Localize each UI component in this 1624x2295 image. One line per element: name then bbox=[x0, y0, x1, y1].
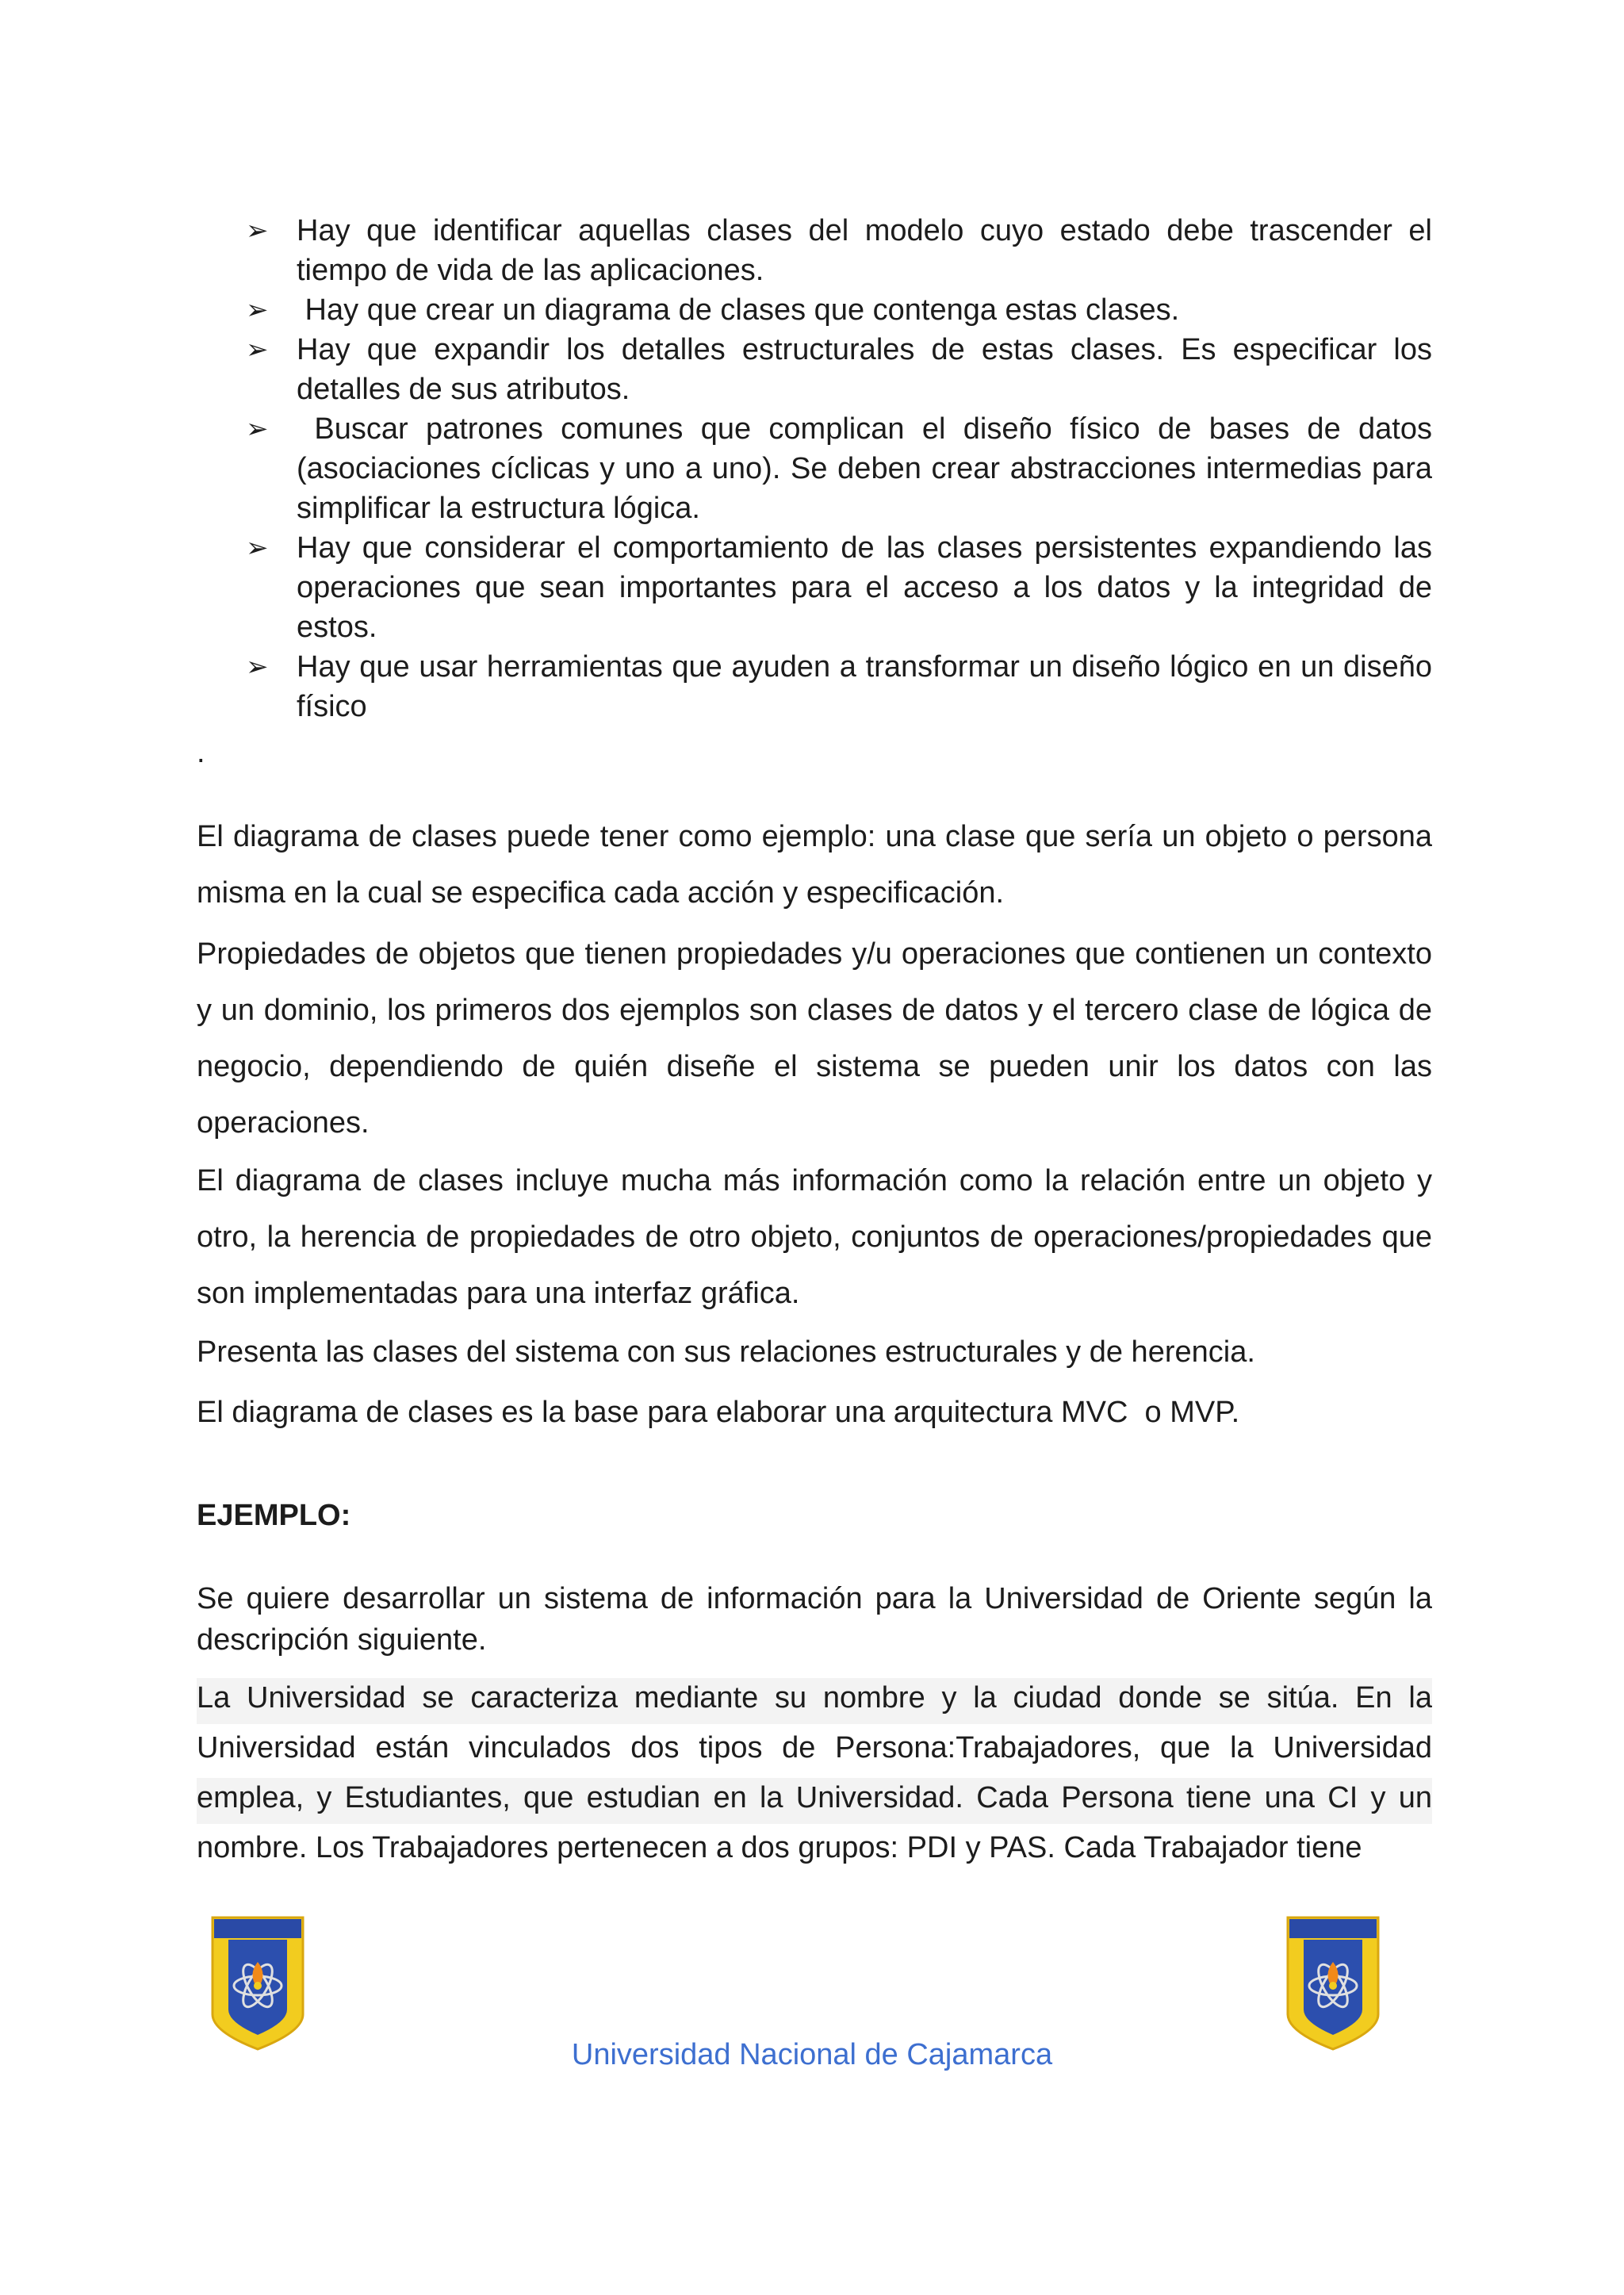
bullet-item bbox=[246, 528, 1432, 647]
footer-university-name: Universidad Nacional de Cajamarca bbox=[571, 2038, 1053, 2071]
bullet-item bbox=[246, 647, 1432, 726]
university-seal-icon bbox=[1281, 1913, 1385, 2054]
bullet-text: Hay que identificar aquellas clases del modelo cuyo estado debe trascender el tiempo de vida de las aplicaciones. bbox=[297, 214, 1432, 287]
arrow-bullet-icon: ➢ bbox=[246, 334, 269, 366]
paragraph-text: Presenta las clases del sistema con sus relaciones estructurales y de herencia. bbox=[197, 1335, 1255, 1369]
bullet-list bbox=[246, 211, 1441, 726]
university-seal-icon bbox=[206, 1913, 309, 2054]
bullet-item bbox=[246, 290, 1432, 330]
paragraph-text: Propiedades de objetos que tienen propiedades y/u operaciones que contienen un contexto y un dominio, los primeros dos ejemplos son clases de datos y el tercero clase de lógica de negocio, dependiendo de quién diseñe el sistema se pueden unir los datos con las operaciones. bbox=[197, 937, 1432, 1140]
paragraph-1 bbox=[197, 809, 1432, 921]
paragraph-5 bbox=[197, 1385, 1432, 1441]
paragraph-text: El diagrama de clases puede tener como ejemplo: una clase que sería un objeto o persona misma en la cual se especifica cada acción y especificación. bbox=[197, 820, 1432, 910]
arrow-bullet-icon: ➢ bbox=[246, 413, 269, 445]
stray-period: . bbox=[197, 736, 205, 769]
bullet-text: Hay que crear un diagrama de clases que contenga estas clases. bbox=[297, 293, 1180, 327]
bullet-item bbox=[246, 330, 1432, 409]
bullet-item bbox=[246, 409, 1441, 528]
intro-paragraph: Se quiere desarrollar un sistema de información para la Universidad de Oriente según la descripción siguiente. bbox=[197, 1582, 1432, 1657]
paragraph-4 bbox=[197, 1324, 1432, 1381]
paragraph-2 bbox=[197, 926, 1432, 1151]
paragraph-text: El diagrama de clases es la base para elaborar una arquitectura MVC o MVP. bbox=[197, 1396, 1240, 1429]
arrow-bullet-icon: ➢ bbox=[246, 532, 269, 564]
arrow-bullet-icon: ➢ bbox=[246, 651, 269, 683]
description-paragraph: La Universidad se caracteriza mediante su nombre y la ciudad donde se sitúa. En la Universidad están vinculados dos tipos de Persona:Trabajadores, que la Universidad emplea, y Estudiantes, que estudian en la Universidad. Cada Persona tiene una CI y un nombre. Los Trabajadores pertenecen a dos grupos: PDI y PAS. Cada Trabajador tiene bbox=[197, 1681, 1432, 1864]
arrow-bullet-icon: ➢ bbox=[246, 215, 269, 247]
bullet-text: Hay que expandir los detalles estructurales de estas clases. Es especificar los detalles de sus atributos. bbox=[297, 333, 1432, 406]
bullet-text: Hay que usar herramientas que ayuden a transformar un diseño lógico en un diseño físico bbox=[297, 650, 1432, 723]
bullet-text: Buscar patrones comunes que complican el diseño físico de bases de datos (asociaciones cíclicas y uno a uno). Se deben crear abstracciones intermedias para simplificar la estructura lógica. bbox=[297, 412, 1441, 525]
paragraph-text: El diagrama de clases incluye mucha más información como la relación entre un objeto y otro, la herencia de propiedades de otro objeto, conjuntos de operaciones/propiedades que son implementadas para una interfaz gráfica. bbox=[197, 1164, 1432, 1310]
paragraph-3 bbox=[197, 1153, 1432, 1322]
section-heading: EJEMPLO: bbox=[197, 1499, 351, 1532]
bullet-item bbox=[246, 211, 1432, 290]
bullet-text: Hay que considerar el comportamiento de las clases persistentes expandiendo las operaciones que sean importantes para el acceso a los datos y la integridad de estos. bbox=[297, 531, 1432, 644]
arrow-bullet-icon: ➢ bbox=[246, 294, 269, 326]
